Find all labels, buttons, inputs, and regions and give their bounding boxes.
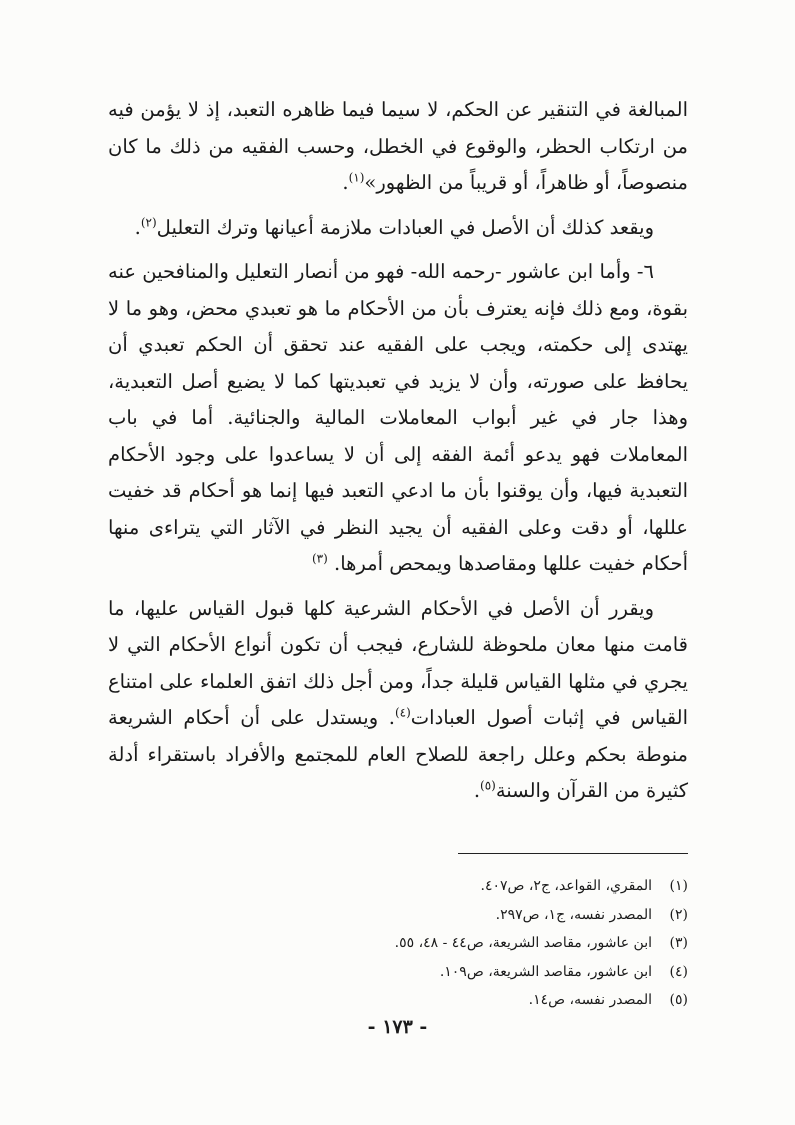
footnote-item: [250, 872, 688, 901]
footnote-number: (٢): [669, 906, 688, 923]
footnote-text: المصدر نفسه، ج١، ص٢٩٧.: [495, 906, 652, 923]
paragraph-4: [108, 591, 688, 810]
footnote-ref-3[interactable]: (٣): [311, 551, 328, 566]
footnote-text: ابن عاشور، مقاصد الشريعة، ص١٠٩.: [439, 963, 652, 980]
paragraph-1-text: المبالغة في التنقير عن الحكم، لا سيما فيما ظاهره التعبد، إذ لا يؤمن فيه من ارتكاب الحظر، والوقوع في الخطل، وحسب الفقيه من ذلك ما كان منصوصاً، أو ظاهراً، أو قريباً من الظهور»: [108, 98, 688, 194]
footnote-text: المصدر نفسه، ص١٤.: [528, 992, 652, 1008]
footnote-ref-5[interactable]: (٥): [480, 778, 496, 793]
footnote-ref-2[interactable]: (٢): [140, 215, 157, 229]
paragraph-2-text: ويقعد كذلك أن الأصل في العبادات ملازمة أعيانها وترك التعليل: [156, 215, 654, 239]
paragraph-4-text: ويقرر أن الأصل في الأحكام الشرعية كلها قبول القياس عليها، ما قامت منها معان ملحوظة للشارع، فيجب أن تكون أنواع الأحكام التي لا يجري في مثلها القياس قليلة جداً، ومن أجل ذلك اتفق العلماء على امتناع القياس في إثبات أصول العبادات: [108, 596, 688, 729]
footnote-ref-1[interactable]: (١): [348, 170, 365, 185]
page-number: - ١٧٣ -: [367, 1016, 428, 1038]
paragraph-4-end: .: [473, 779, 481, 802]
paragraph-1-end: .: [342, 171, 349, 194]
footnote-item: [250, 958, 688, 987]
paragraph-2: [108, 210, 688, 247]
footnote-number: (٣): [669, 935, 688, 951]
footnote-separator: [458, 853, 688, 854]
footnote-number: (٤): [669, 963, 688, 980]
footnote-item: [250, 929, 688, 958]
main-text: [108, 92, 688, 810]
footnote-item: [250, 986, 688, 1015]
paragraph-1: [108, 92, 688, 202]
footnote-ref-4[interactable]: (٤): [394, 705, 411, 720]
footnote-item: [250, 901, 688, 930]
paragraph-2-end: .: [134, 215, 141, 239]
footnote-text: المقري، القواعد، ج٢، ص٤٠٧.: [480, 878, 652, 894]
footnotes: [250, 872, 688, 1015]
paragraph-3-text: ٦- وأما ابن عاشور -رحمه الله- فهو من أنصار التعليل والمنافحين عنه بقوة، ومع ذلك فإنه يعترف بأن من الأحكام ما هو تعبدي محض، وهو ما لا يهتدى إلى حكمته، ويجب على الفقيه عند تحقق أن الحكم تعبدي أن يحافظ على صورته، وأن لا يزيد في تعبديتها كما لا يضيع أصل التعبدية، وهذا جار في غير أبواب المعاملات المالية والجنائية. أما في باب المعاملات فهو يدعو أئمة الفقه إلى أن لا يساعدوا على وجود الأحكام التعبدية فيها، وأن يوقنوا بأن ما ادعي التعبد فيها إنما هو أحكام قد خفيت عللها، أو دقت وعلى الفقيه أن يجيد النظر في الآثار التي يتراءى منها أحكام خفيت عللها ومقاصدها ويمحص أمرها.: [108, 260, 688, 575]
footnote-number: (٥): [669, 992, 688, 1008]
footnote-text: ابن عاشور، مقاصد الشريعة، ص٤٤ - ٤٨، ٥٥.: [394, 935, 652, 951]
footnote-number: (١): [669, 878, 688, 894]
paragraph-3: [108, 254, 688, 583]
paragraph-4-continuation: . ويستدل على أن أحكام الشريعة منوطة بحكم وعلل راجعة للصلاح العام للمجتمع والأفراد باستقراء أدلة كثيرة من القرآن والسنة: [108, 706, 688, 802]
